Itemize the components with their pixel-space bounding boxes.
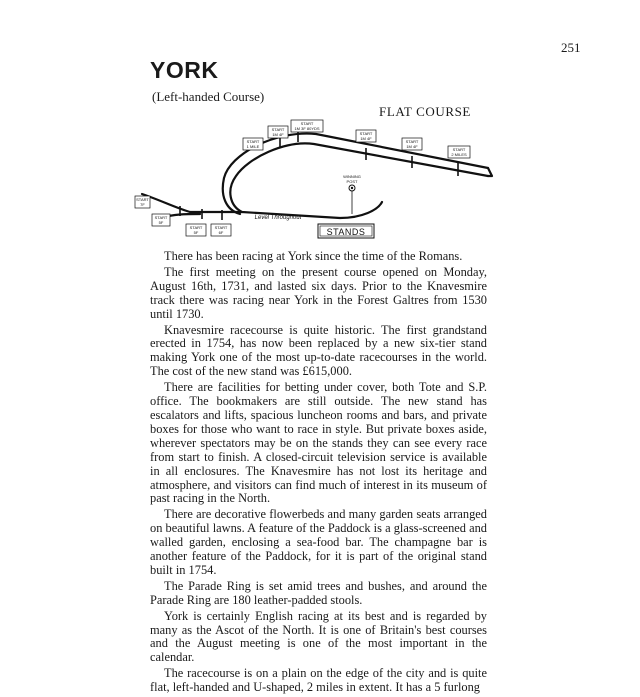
- svg-text:START: START: [154, 215, 168, 220]
- paragraph: The racecourse is on a plain on the edge of the city and is quite flat, left-handed and U-shaped, 2 miles in extent. It has a 5 furlong: [150, 666, 487, 695]
- course-type-label: FLAT COURSE: [379, 104, 471, 119]
- svg-text:START: START: [300, 121, 314, 126]
- body-text: [150, 250, 487, 697]
- start-marker-6: [448, 146, 470, 158]
- svg-text:WINNING: WINNING: [343, 174, 361, 179]
- svg-text:STANDS: STANDS: [326, 227, 366, 237]
- svg-text:1M 3F 80YDS: 1M 3F 80YDS: [294, 126, 320, 131]
- stands-marker: [318, 224, 374, 238]
- svg-text:5F: 5F: [158, 220, 164, 225]
- svg-text:5F: 5F: [193, 230, 199, 235]
- start-marker-10: [135, 196, 150, 208]
- svg-text:START: START: [359, 131, 373, 136]
- svg-text:1M 4F: 1M 4F: [272, 132, 284, 137]
- svg-text:START: START: [189, 225, 203, 230]
- svg-text:START: START: [214, 225, 228, 230]
- svg-text:1M 4F: 1M 4F: [406, 144, 418, 149]
- svg-text:2 MILES: 2 MILES: [451, 152, 467, 157]
- page-title: YORK: [150, 57, 219, 83]
- paragraph: York is certainly English racing at its best and is regarded by many as the Ascot of the North. It is one of Britain's best courses and the August meeting is one of the most important in the calendar.: [150, 608, 487, 665]
- paragraph: The Parade Ring is set amid trees and bushes, and around the Parade Ring are 180 leather-padded stools.: [150, 578, 487, 607]
- paragraph: Knavesmire racecourse is quite historic. The first grandstand erected in 1754, has now been replaced by a new six-tier stand making York one of the most up-to-date racecourses in the world. The cost of the new stand was £615,000.: [150, 322, 487, 379]
- course-direction: (Left-handed Course): [152, 89, 265, 104]
- start-marker-1: [243, 138, 263, 150]
- start-marker-3: [291, 120, 323, 132]
- svg-text:7F: 7F: [140, 202, 145, 207]
- svg-text:1 MILE: 1 MILE: [246, 144, 260, 149]
- svg-text:6F: 6F: [218, 230, 224, 235]
- paragraph: There has been racing at York since the time of the Romans.: [164, 249, 463, 263]
- svg-text:START: START: [405, 139, 419, 144]
- track-end: [488, 168, 492, 176]
- paragraph: The first meeting on the present course opened on Monday, August 16th, 1731, and lasted six days. Prior to the Knavesmire track there was racing near York in the Forest Galtres from 1530 until 1730.: [150, 264, 487, 321]
- course-map: [130, 118, 500, 248]
- svg-text:START: START: [271, 127, 285, 132]
- start-marker-7: [152, 214, 170, 226]
- level-throughout-label: Level Throughout: [254, 215, 302, 221]
- svg-text:START: START: [136, 197, 149, 202]
- start-marker-5: [402, 138, 422, 150]
- paragraph: There are facilities for betting under cover, both Tote and S.P. office. The bookmakers are still outside. The new stand has escalators and lifts, spacious luncheon rooms and bars, and private boxes for those who want to race in style. But private boxes aside, wherever spectators may be on the stands they can see every race from start to finish. A closed-circuit television service is available in all enclosures. The Knavesmire has not lost its heritage and atmosphere, and visitors can find much of interest in its museum of past racing in the North.: [150, 380, 487, 506]
- winning-post-marker: [343, 174, 361, 214]
- svg-text:START: START: [246, 139, 260, 144]
- paragraph: There are decorative flowerbeds and many garden seats arranged on beautiful lawns. A feature of the Paddock is a glass-screened and walled garden, enclosing a sea-food bar. The champagne bar is another feature of the Paddock, for it is part of the original stand built in 1754.: [150, 507, 487, 577]
- page-number: 251: [561, 40, 581, 55]
- start-marker-8: [186, 224, 206, 236]
- start-marker-2: [268, 126, 288, 138]
- start-marker-4: [356, 130, 376, 142]
- start-marker-9: [211, 224, 231, 236]
- svg-text:START: START: [452, 147, 466, 152]
- svg-text:1M 4F: 1M 4F: [360, 136, 372, 141]
- svg-text:POST: POST: [346, 179, 358, 184]
